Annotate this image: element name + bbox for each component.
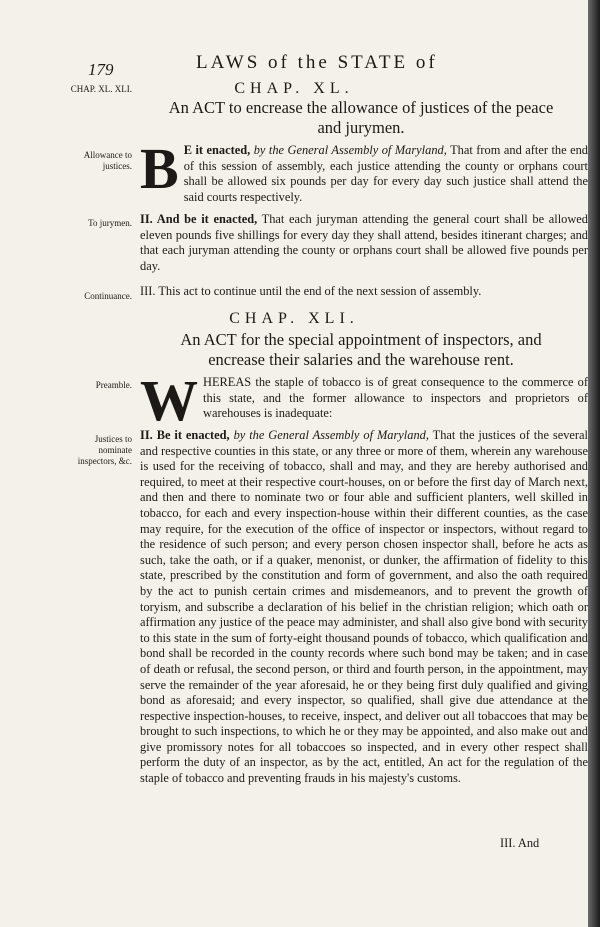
drop-cap-w: W: [140, 368, 198, 433]
margin-note-inspectors: Justices to nominate inspectors, &c.: [77, 434, 132, 466]
act-title-xli-line1: An ACT for the special appointment of inspectors, and: [180, 330, 542, 349]
margin-note-jurymen: To jurymen.: [88, 218, 132, 228]
page-number: 179: [88, 60, 114, 79]
act-title-xli: [134, 330, 588, 370]
running-title: LAWS of the STATE of: [196, 52, 438, 73]
margin-note-chap-ref: CHAP. XL. XLI.: [70, 84, 132, 94]
paragraph-text: That the justices of the several and respective counties in this state, or any three or more of them, wherein any warehouse is used for the receiving of tobacco, shall and may, and they are hereby authorised and required, to meet at their respective court-houses, on or before the first day of March next, and then and there to nominate two or four able and sufficient planters, well skilled in tobacco, for each and every inspection-house within their different counties, as the case may require, for the execution of the office of inspector or inspectors, without regard to the residence of such person; and every person chosen inspector shall, before he acts as such, take the oath, or if a quaker, menonist, or dunker, the affirmation of fidelity to this state, prescribed by the constitution and form of government, and also the oath required by the act to punish certain crimes and misdemeanors, and to prevent the growth of toryism, and subscribe a declaration of his belief in the christian religion; which oath or affirmation any justice of the peace may administer, and shall also give bond with security to this state in the sum of forty-eight thousand pounds of tobacco, which qualification and bond shall be recorded in the county records where such bond may be taken; and in case of death or refusal, the second person, or third and fourth person, in the appointment, may serve the remainder of the year aforesaid, he or they being first duly qualified and giving bond as aforesaid; and every inspector, so qualified, shall give due attendance at the respective inspection-houses, to receive, inspect, and deliver out all tobaccoes that may be brought to such inspections, to which he or they may be appointed, and also make out and give promissory notes for all tobaccoes so inspected, and in every other respect shall perform the duty of an inspector, as by the act, entitled, An act for the regulation of the staple of tobacco and preventing frauds in his majesty's customs.: [140, 428, 588, 786]
chapter-heading-xli: CHAP. XLI.: [229, 310, 359, 327]
act-title-xli-line2: encrease their salaries and the warehouse rent.: [208, 350, 514, 369]
assembly-phrase: by the General Assembly of Maryland,: [253, 143, 447, 157]
paragraph-xli-1: [140, 368, 588, 433]
catchword: III. And: [500, 836, 540, 850]
paragraph-text: HEREAS the staple of tobacco is of great consequence to the commerce of this state, and the former allowance to inspectors and proprietors of warehouses is inadequate:: [203, 375, 588, 421]
paragraph-xl-3: III. This act to continue until the end of the next session of assembly.: [140, 284, 482, 298]
enacting-phrase: E it enacted,: [183, 143, 251, 157]
act-title-xl-line1: An ACT to encrease the allowance of justices of the peace: [168, 98, 554, 117]
paragraph-text: That from and after the end of this session of assembly, each justice attending the county or orphans court shall be allowed six pounds per day for every day such justice shall attend the said courts respectively.: [183, 143, 588, 204]
paragraph-xli-2: [140, 428, 588, 787]
act-title-xl-line2: and jurymen.: [317, 118, 405, 137]
margin-note-continuance: Continuance.: [84, 291, 132, 301]
paragraph-text: That each juryman attending the general court shall be allowed eleven pounds five shillings for every day they shall attend, besides itinerant charges; and that each juryman attending the county or orphans court shall be allowed five pounds per day.: [140, 212, 588, 273]
act-title-xl: [134, 98, 588, 138]
assembly-phrase: by the General Assembly of Maryland,: [233, 428, 429, 442]
paragraph-xl-1: [140, 136, 588, 205]
drop-cap-b: B: [140, 136, 179, 201]
margin-note-preamble: Preamble.: [95, 380, 132, 390]
paragraph-xl-2: [140, 212, 588, 274]
enacting-phrase: II. Be it enacted,: [140, 428, 230, 442]
page-edge-shadow: [588, 0, 600, 927]
margin-note-allowance: Allowance to justices.: [83, 150, 132, 171]
chapter-heading-xl: CHAP. XL.: [234, 80, 354, 97]
enacting-phrase: II. And be it enacted,: [140, 212, 258, 226]
